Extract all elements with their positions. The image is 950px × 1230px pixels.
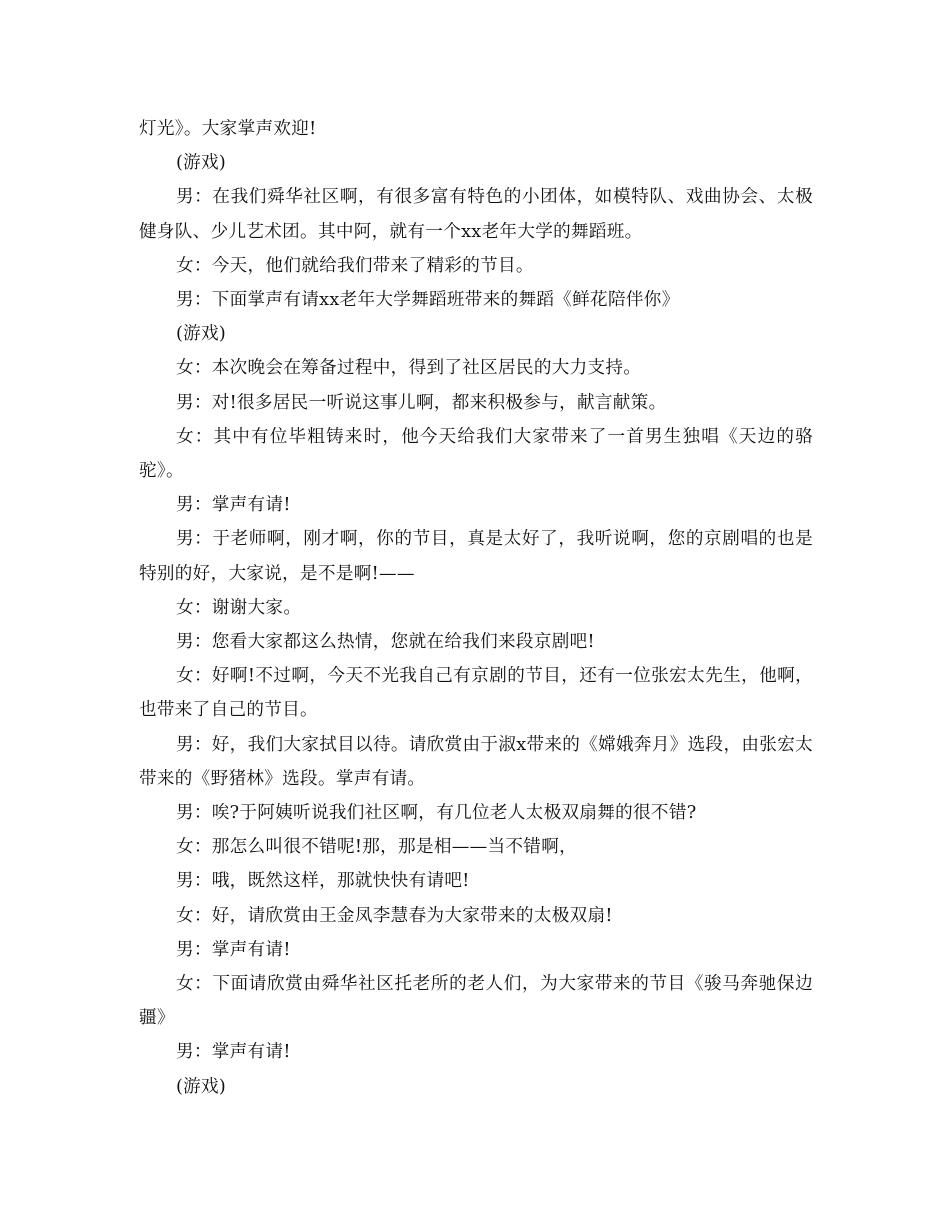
paragraph: 男：下面掌声有请xx老年大学舞蹈班带来的舞蹈《鲜花陪伴你》	[175, 290, 680, 311]
paragraph: 女：好啊!不过啊，今天不光我自己有京剧的节目，还有一位张宏太先生，他啊，也带来了自己的节目。	[139, 666, 813, 721]
paragraph: 男：唉?于阿姨听说我们社区啊，有几位老人太极双扇舞的很不错?	[175, 803, 697, 824]
paragraph: (游戏)	[175, 153, 227, 174]
paragraph: 男：于老师啊，刚才啊，你的节目，真是太好了，我听说啊，您的京剧唱的也是特别的好，大家说，是不是啊!——	[139, 529, 813, 584]
paragraph: 灯光》。大家掌声欢迎!	[139, 119, 317, 139]
paragraph: 男：掌声有请!	[175, 495, 291, 516]
paragraph: 女：那怎么叫很不错呢!那，那是相——当不错啊，	[175, 837, 577, 858]
paragraph: (游戏)	[175, 324, 227, 345]
paragraph: 男：在我们舜华社区啊，有很多富有特色的小团体，如模特队、戏曲协会、太极健身队、少儿艺术团。其中阿，就有一个xx老年大学的舞蹈班。	[139, 187, 813, 242]
paragraph: (游戏)	[175, 1076, 227, 1097]
paragraph: 女：下面请欣赏由舜华社区托老所的老人们，为大家带来的节目《骏马奔驰保边疆》	[139, 974, 813, 1029]
paragraph: 女：其中有位毕粗铸来时，他今天给我们大家带来了一首男生独唱《天边的骆驼》。	[139, 426, 813, 482]
paragraph: 女：好，请欣赏由王金凤李慧春为大家带来的太极双扇!	[175, 905, 613, 926]
paragraph: 男：哦，既然这样，那就快快有请吧!	[175, 871, 470, 892]
paragraph: 女：本次晚会在筹备过程中，得到了社区居民的大力支持。	[175, 358, 642, 379]
paragraph: 男：掌声有请!	[175, 1042, 291, 1063]
paragraph: 男：掌声有请!	[175, 939, 291, 960]
document-body	[139, 112, 813, 1104]
paragraph: 女：今天，他们就给我们带来了精彩的节目。	[175, 255, 534, 276]
paragraph: 男：对!很多居民一听说这事儿啊，都来积极参与，献言献策。	[175, 392, 667, 413]
paragraph: 女：谢谢大家。	[175, 597, 302, 618]
paragraph: 男：好，我们大家拭目以待。请欣赏由于淑x带来的《嫦娥奔月》选段，由张宏太带来的《野猪林》选段。掌声有请。	[139, 734, 813, 789]
paragraph: 男：您看大家都这么热情，您就在给我们来段京剧吧!	[175, 632, 595, 653]
